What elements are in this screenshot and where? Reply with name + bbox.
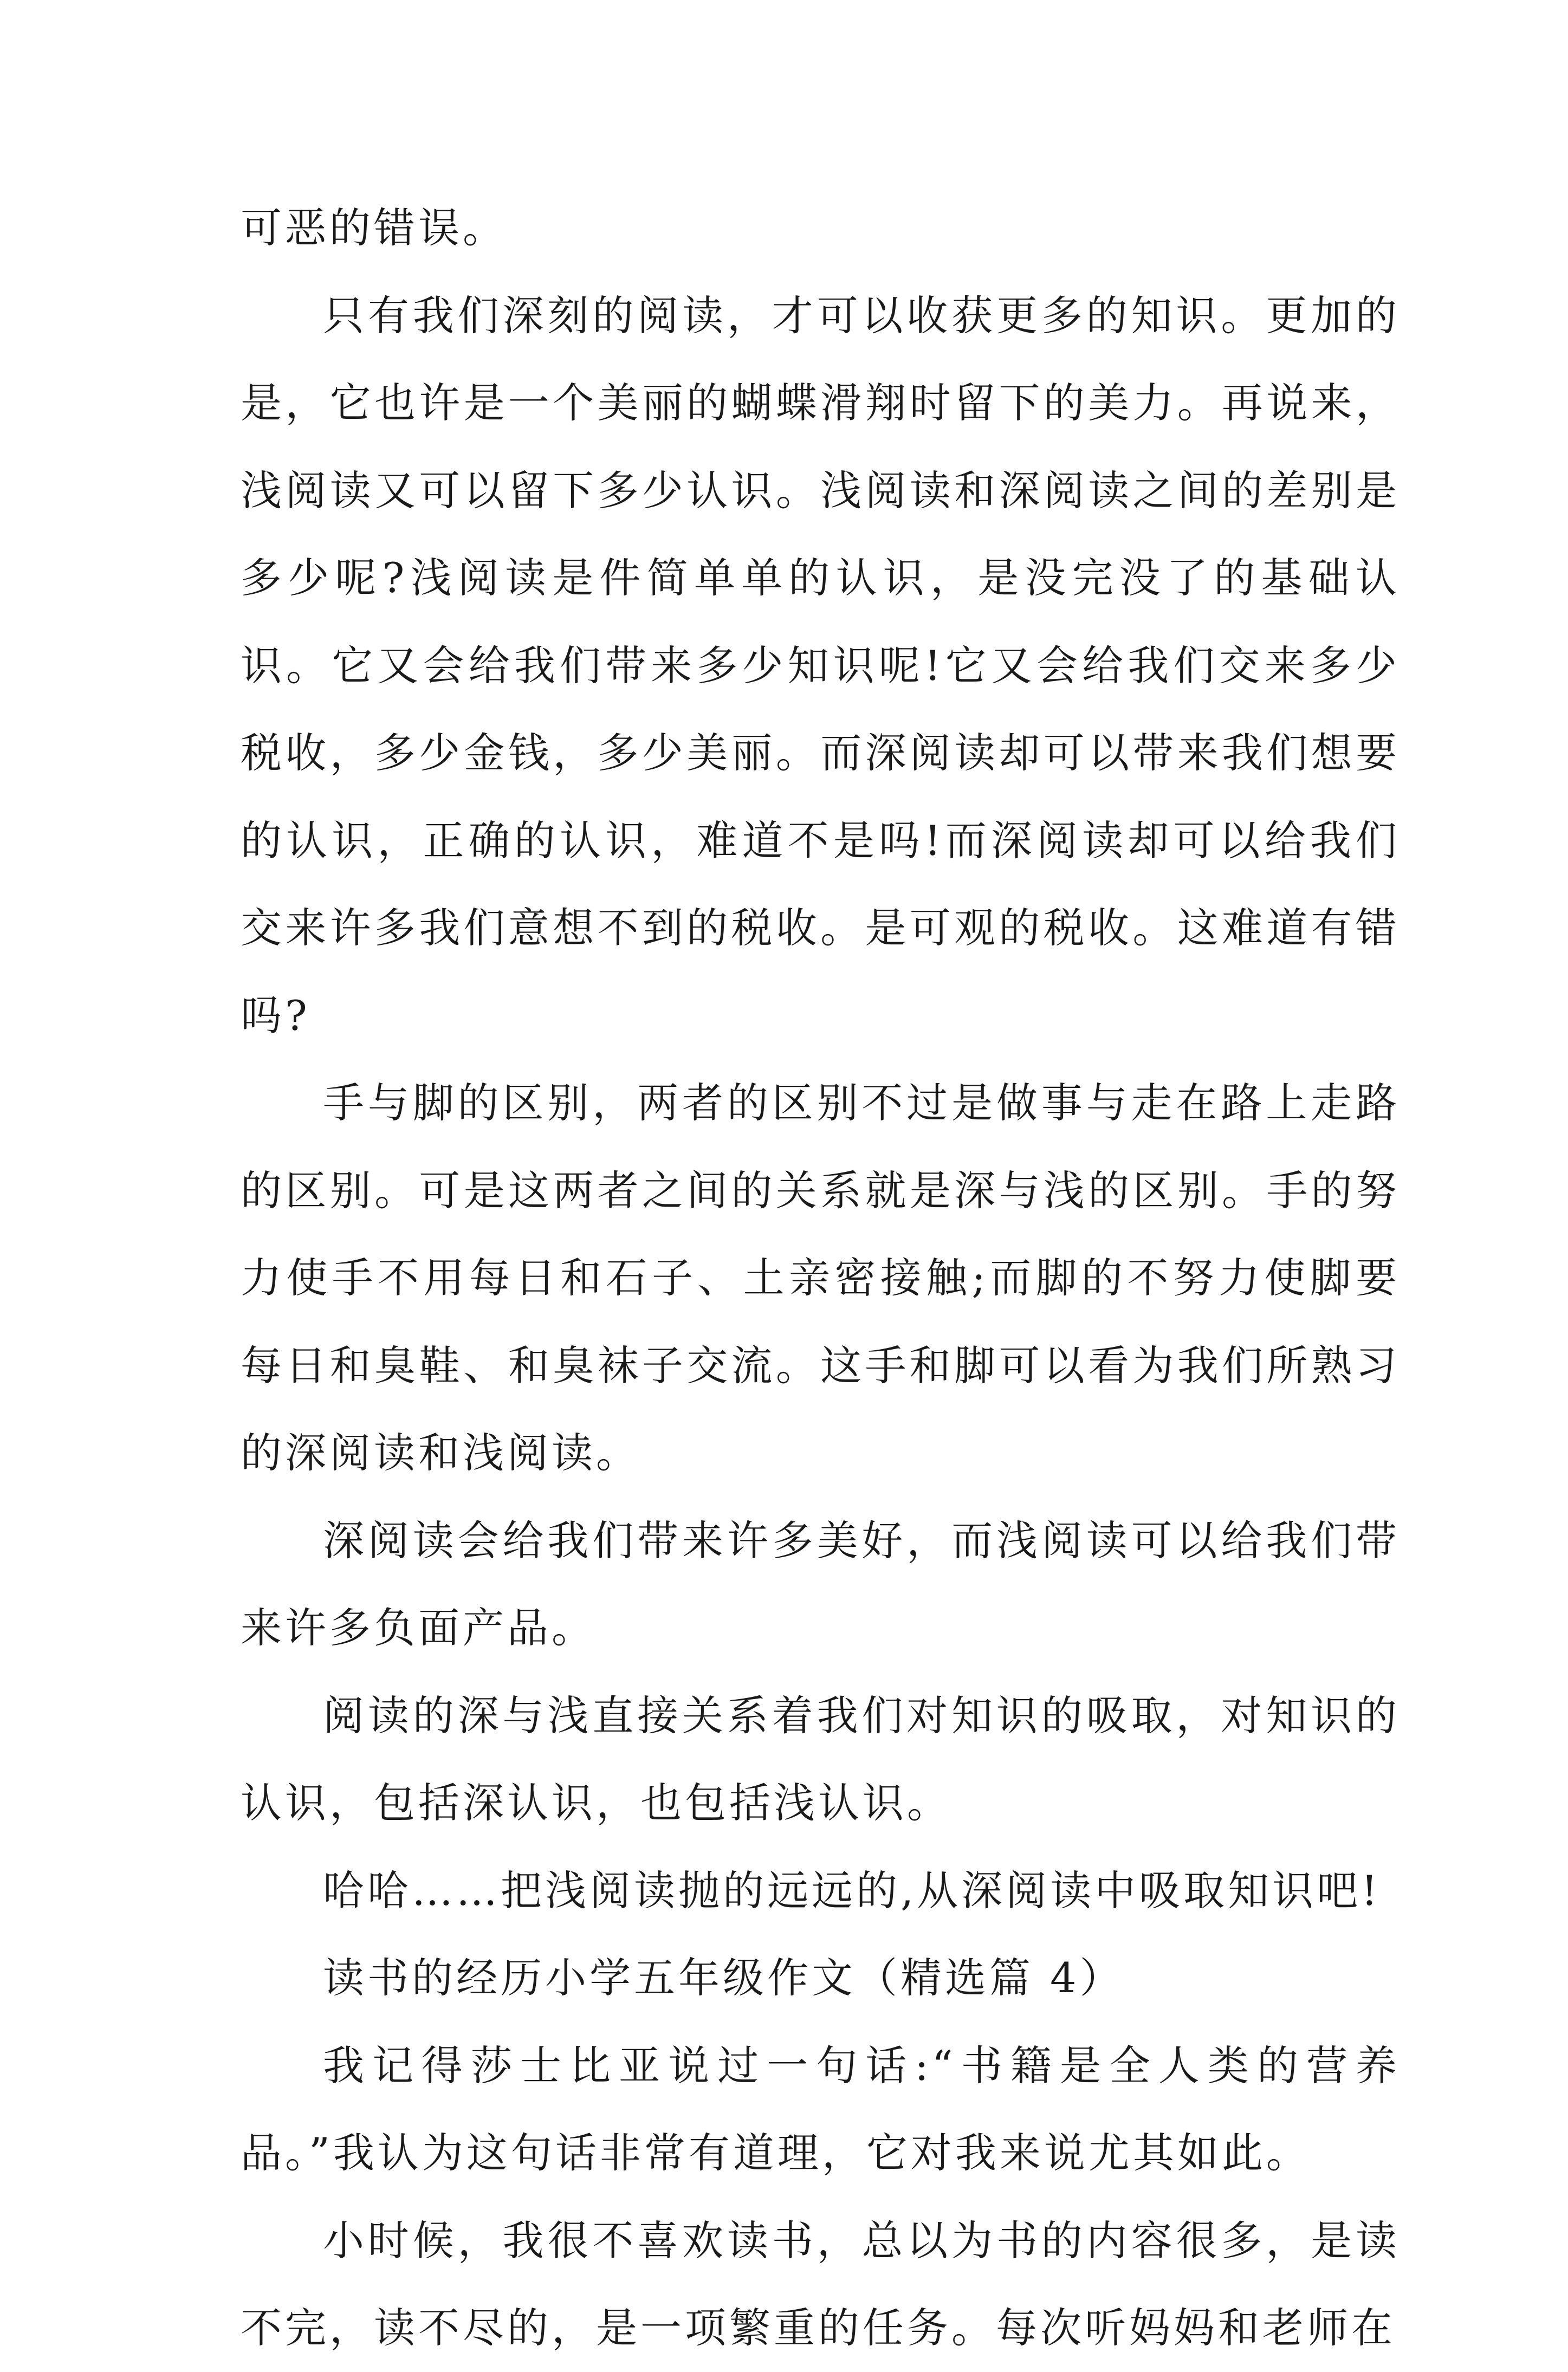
paragraph: 只有我们深刻的阅读，才可以收获更多的知识。更加的是，它也许是一个美丽的蝴蝶滑翔时留下的美力。再说来，浅阅读又可以留下多少认识。浅阅读和深阅读之间的差别是多少呢?浅阅读是件简单单的认识，是没完没了的基础认识。它又会给我们带来多少知识呢!它又会给我们交来多少税收，多少金钱，多少美丽。而深阅读却可以带来我们想要的认识，正确的认识，难道不是吗!而深阅读却可以给我们交来许多我们意想不到的税收。是可观的税收。这难道有错吗? [241, 291, 1400, 1040]
paragraph: 哈哈……把浅阅读抛的远远的,从深阅读中吸取知识吧! [323, 1866, 1381, 1915]
paragraph: 深阅读会给我们带来许多美好，而浅阅读可以给我们带来许多负面产品。 [241, 1516, 1400, 1652]
paragraph: 我记得莎士比亚说过一句话:“书籍是全人类的营养品。”我认为这句话非常有道理，它对我来说尤其如此。 [241, 2041, 1400, 2177]
section-heading: 读书的经历小学五年级作文（精选篇 4） [323, 1954, 1124, 2002]
paragraph: 阅读的深与浅直接关系着我们对知识的吸取，对知识的认识，包括深认识，也包括浅认识。 [241, 1691, 1400, 1827]
paragraph: 手与脚的区别，两者的区别不过是做事与走在路上走路的区别。可是这两者之间的关系就是深与浅的区别。手的努力使手不用每日和石子、土亲密接触;而脚的不努力使脚要每日和臭鞋、和臭袜子交流。这手和脚可以看为我们所熟习的深阅读和浅阅读。 [241, 1079, 1400, 1477]
paragraph: 可恶的错误。 [241, 204, 507, 252]
document-body [241, 184, 1400, 2372]
paragraph: 小时候，我很不喜欢读书，总以为书的内容很多，是读不完，读不尽的，是一项繁重的任务。每次听妈妈和老师在 [241, 2216, 1400, 2352]
